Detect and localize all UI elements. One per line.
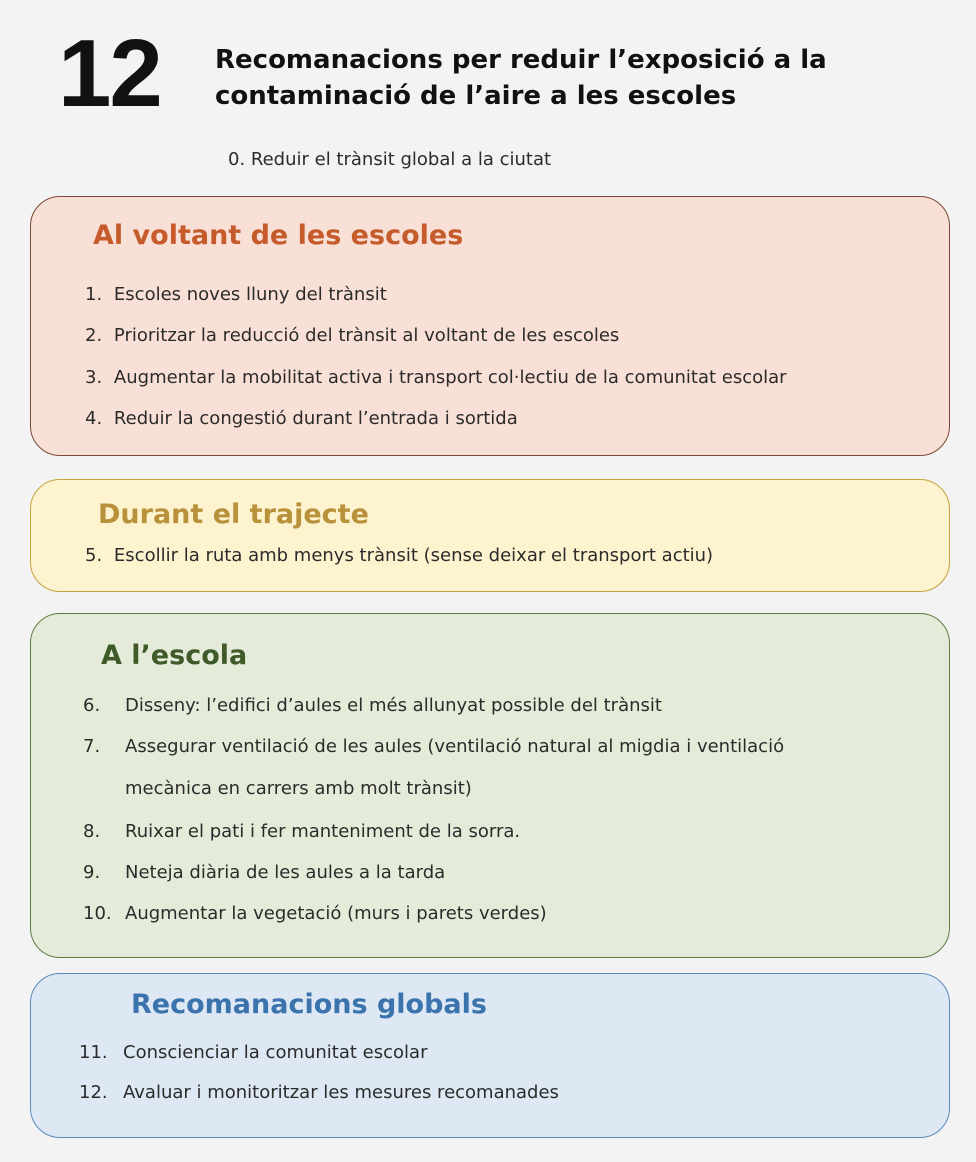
item-text: Disseny: l’edifici d’aules el més allunyat possible del trànsit [125,695,662,716]
recommendation-10 [83,902,547,926]
section-title: A l’escola [101,640,248,671]
recommendation-12 [79,1081,559,1105]
item-number: 3. [85,367,103,388]
recommendation-count: 12 [58,20,161,127]
infographic-title [215,42,935,114]
item-number: 2. [85,325,103,346]
item-number: 1. [85,284,103,305]
recommendation-11 [79,1041,427,1065]
item-text: Escoles noves lluny del trànsit [113,284,387,305]
item-text: Prioritzar la reducció del trànsit al voltant de les escoles [113,325,620,346]
section-around-schools [30,196,950,456]
recommendation-3 [85,366,787,390]
item-text: Augmentar la mobilitat activa i transport col·lectiu de la comunitat escolar [113,367,787,388]
item-number: 7. [83,736,101,757]
item-number: 5. [85,545,103,566]
item-text: Ruixar el pati i fer manteniment de la sorra. [125,821,521,842]
recommendation-7 [83,726,863,810]
item-text: Conscienciar la comunitat escolar [123,1042,428,1063]
item-number: 11. [79,1042,108,1063]
section-global-recommendations [30,973,950,1138]
section-title: Durant el trajecte [98,499,369,530]
item-number: 8. [83,821,101,842]
item-number: 9. [83,862,101,883]
item-text: Neteja diària de les aules a la tarda [125,862,446,883]
item-text: Assegurar ventilació de les aules (ventilació natural al migdia i ventilació mecànica en carrers amb molt trànsit) [125,736,785,799]
recommendation-1 [85,283,387,307]
item-text: Avaluar i monitoritzar les mesures recomanades [123,1082,559,1103]
item-number: 10. [83,903,112,924]
recommendation-2 [85,324,619,348]
item-number: 6. [83,695,101,716]
item-number: 4. [85,408,103,429]
item-text: Augmentar la vegetació (murs i parets verdes) [125,903,547,924]
recommendation-0: 0. Reduir el trànsit global a la ciutat [228,149,552,170]
recommendation-6 [83,694,662,718]
item-text: Reduir la congestió durant l’entrada i sortida [113,408,518,429]
recommendation-5 [85,544,713,568]
item-text: Escollir la ruta amb menys trànsit (sense deixar el transport actiu) [113,545,714,566]
section-during-journey [30,479,950,592]
recommendation-9 [83,861,445,885]
title-line-1: Recomanacions per reduir l’exposició a la [215,45,827,75]
section-title: Recomanacions globals [131,989,487,1020]
title-line-2: contaminació de l’aire a les escoles [215,81,737,111]
section-title: Al voltant de les escoles [93,220,464,251]
section-at-school [30,613,950,958]
recommendation-4 [85,407,518,431]
infographic-header [0,0,976,190]
recommendation-8 [83,820,520,844]
item-number: 12. [79,1082,108,1103]
